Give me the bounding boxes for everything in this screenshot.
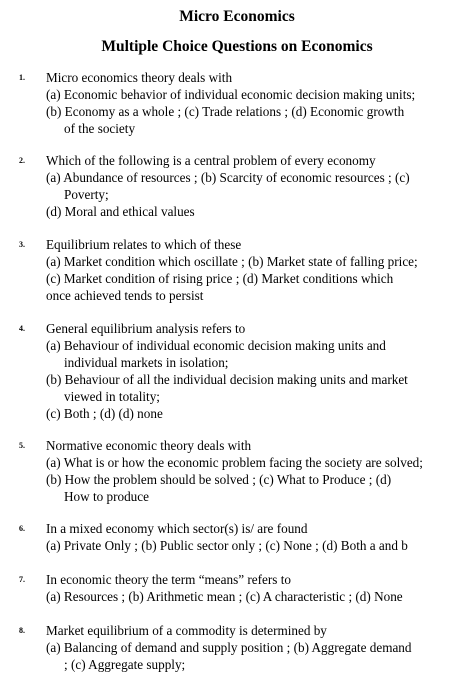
question-text: Normative economic theory deals with bbox=[46, 438, 252, 453]
option-line: (b) Economy as a whole ; (c) Trade relations ; (d) Economic growth bbox=[46, 104, 405, 119]
option-line: (a) Economic behavior of individual economic decision making units; bbox=[46, 87, 416, 102]
question-number: 3. bbox=[19, 240, 25, 249]
option-line: (b) Behaviour of all the individual decision making units and market bbox=[46, 372, 408, 387]
question-number: 1. bbox=[19, 73, 25, 82]
option-line: (d) Moral and ethical values bbox=[46, 204, 195, 219]
question-text: Micro economics theory deals with bbox=[46, 70, 233, 85]
question-number: 6. bbox=[19, 524, 25, 533]
question-number: 8. bbox=[19, 626, 25, 635]
option-line: (a) Behaviour of individual economic decision making units and bbox=[46, 338, 386, 353]
question-text: Market equilibrium of a commodity is determined by bbox=[46, 623, 327, 638]
option-line: (c) Market condition of rising price ; (d) Market conditions which bbox=[46, 271, 394, 286]
question-number: 7. bbox=[19, 575, 25, 584]
option-line: Poverty; bbox=[64, 187, 109, 202]
question-text: In a mixed economy which sector(s) is/ are found bbox=[46, 521, 308, 536]
document-subtitle: Multiple Choice Questions on Economics bbox=[101, 38, 373, 55]
question-text: Which of the following is a central problem of every economy bbox=[46, 153, 376, 168]
document-title: Micro Economics bbox=[179, 8, 295, 25]
option-line: How to produce bbox=[64, 489, 149, 504]
option-line: (a) Resources ; (b) Arithmetic mean ; (c) A characteristic ; (d) None bbox=[46, 589, 403, 604]
option-line: of the society bbox=[64, 121, 136, 136]
option-line: (a) Market condition which oscillate ; (b) Market state of falling price; bbox=[46, 254, 418, 269]
option-line: once achieved tends to persist bbox=[46, 288, 204, 303]
question-number: 4. bbox=[19, 324, 25, 333]
question-text: General equilibrium analysis refers to bbox=[46, 321, 246, 336]
option-line: (a) Abundance of resources ; (b) Scarcity of economic resources ; (c) bbox=[46, 170, 410, 185]
option-line: individual markets in isolation; bbox=[64, 355, 229, 370]
option-line: (a) Private Only ; (b) Public sector only ; (c) None ; (d) Both a and b bbox=[46, 538, 408, 553]
question-text: In economic theory the term “means” refers to bbox=[46, 572, 291, 587]
option-line: viewed in totality; bbox=[64, 389, 160, 404]
option-line: (a) What is or how the economic problem facing the society are solved; bbox=[46, 455, 423, 470]
option-line: ; (c) Aggregate supply; bbox=[64, 657, 186, 672]
option-line: (c) Both ; (d) (d) none bbox=[46, 406, 163, 421]
question-number: 2. bbox=[19, 156, 25, 165]
question-number: 5. bbox=[19, 441, 25, 450]
question-text: Equilibrium relates to which of these bbox=[46, 237, 242, 252]
option-line: (a) Balancing of demand and supply position ; (b) Aggregate demand bbox=[46, 640, 412, 655]
option-line: (b) How the problem should be solved ; (c) What to Produce ; (d) bbox=[46, 472, 392, 487]
